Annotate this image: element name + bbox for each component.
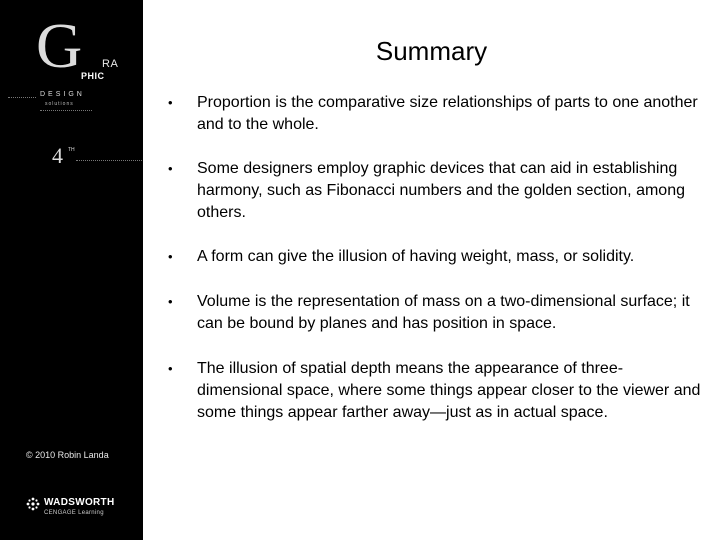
logo-word-design: DESIGN xyxy=(40,91,85,98)
list-item xyxy=(166,358,706,424)
bullet-marker: • xyxy=(168,95,173,110)
bullet-marker: • xyxy=(168,361,173,376)
bullet-text: Volume is the representation of mass on a two-dimensional surface; it can be bound by planes and has position in space. xyxy=(197,293,690,332)
bullet-text: A form can give the illusion of having weight, mass, or solidity. xyxy=(197,248,635,265)
bullet-marker: • xyxy=(168,294,173,309)
logo-letters-ra: RA xyxy=(102,58,119,70)
publisher-mark-icon xyxy=(26,497,40,511)
bullet-text: Some designers employ graphic devices that can aid in establishing harmony, such as Fibonacci numbers and the golden section, among others. xyxy=(197,160,685,221)
summary-bullet-list xyxy=(166,92,706,424)
list-item xyxy=(166,291,706,335)
branding-sidebar xyxy=(0,0,143,540)
edition-divider xyxy=(76,160,142,161)
list-item xyxy=(166,158,706,224)
edition-suffix: TH xyxy=(68,147,75,153)
edition-number: 4 xyxy=(52,143,63,168)
logo-word-solutions: solutions xyxy=(45,101,74,107)
list-item xyxy=(166,246,706,268)
publisher-subtitle: CENGAGE Learning xyxy=(44,510,104,516)
logo-divider xyxy=(8,97,36,98)
publisher-name: WADSWORTH xyxy=(44,497,115,508)
list-item xyxy=(166,92,706,136)
bullet-text: The illusion of spatial depth means the appearance of three-dimensional space, where some things appear closer to the viewer and some things appear farther away—just as in actual space. xyxy=(197,360,701,421)
logo-letters-phic: PHIC xyxy=(81,71,105,81)
bullet-marker: • xyxy=(168,161,173,176)
logo-letter-g: G xyxy=(36,10,83,81)
slide-title: Summary xyxy=(375,36,488,66)
copyright-notice: © 2010 Robin Landa xyxy=(26,450,109,460)
bullet-text: Proportion is the comparative size relationships of parts to one another and to the whole. xyxy=(197,94,698,133)
logo-divider xyxy=(40,110,92,111)
bullet-marker: • xyxy=(168,249,173,264)
